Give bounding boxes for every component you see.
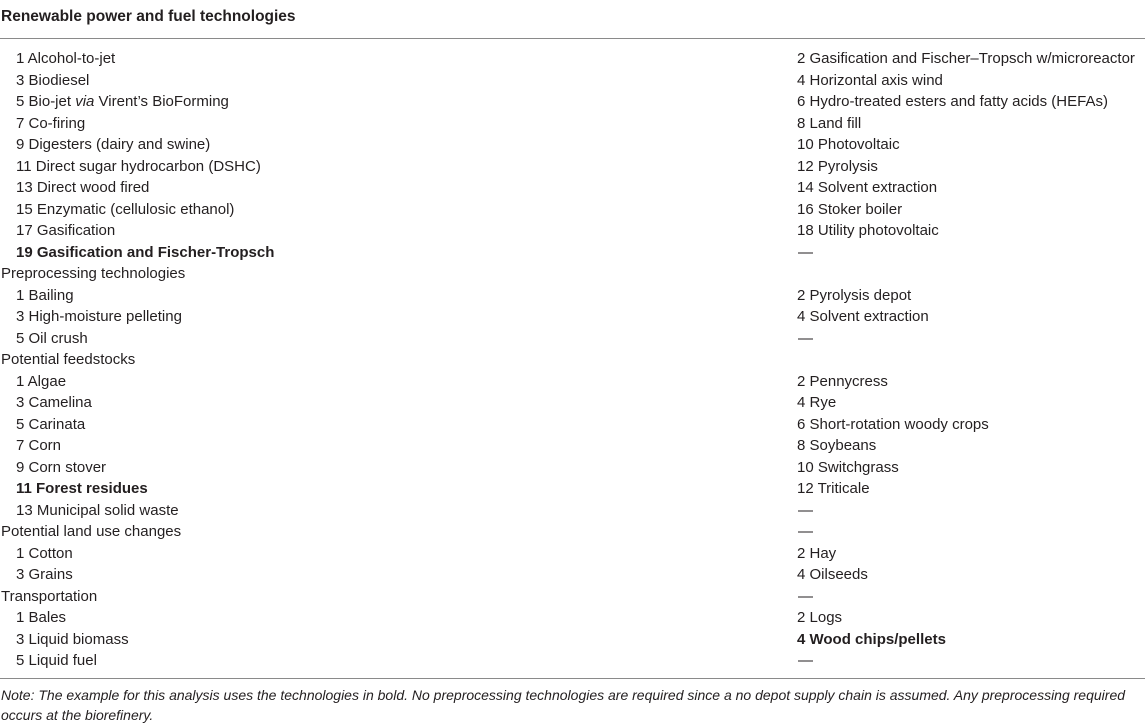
table-row xyxy=(0,414,1145,436)
table-row xyxy=(0,457,1145,479)
table-row xyxy=(0,543,1145,565)
table-row xyxy=(0,435,1145,457)
right-cell: 4 Rye xyxy=(797,394,837,411)
section-heading: Transportation xyxy=(1,587,98,605)
right-cell: 16 Stoker boiler xyxy=(797,200,903,218)
right-cell: 6 Short-rotation woody crops xyxy=(797,415,989,433)
empty-dash: — xyxy=(798,587,813,605)
left-cell: 11 Forest residues xyxy=(16,480,148,497)
table-row xyxy=(0,48,1145,70)
left-cell: 13 Direct wood fired xyxy=(16,179,150,196)
left-cell: 5 Carinata xyxy=(16,415,86,433)
left-cell: 1 Algae xyxy=(16,372,67,390)
left-cell xyxy=(16,91,229,113)
right-cell: 10 Switchgrass xyxy=(797,458,899,476)
table-row xyxy=(0,242,1145,264)
table-row xyxy=(0,349,1145,371)
right-cell: 6 Hydro-treated esters and fatty acids (HEFAs) xyxy=(797,93,1108,110)
right-cell: 2 Pennycress xyxy=(797,372,888,390)
table-row xyxy=(0,478,1145,500)
table-title: Renewable power and fuel technologies xyxy=(1,8,296,25)
left-cell: 3 High-moisture pelleting xyxy=(16,308,182,325)
table-row xyxy=(0,607,1145,629)
header-rule xyxy=(0,38,1145,39)
table-body xyxy=(0,48,1145,672)
section-heading: Potential land use changes xyxy=(1,523,182,540)
left-cell: 5 Oil crush xyxy=(16,329,88,347)
empty-dash: — xyxy=(798,523,813,540)
right-cell: 12 Pyrolysis xyxy=(797,157,878,175)
left-cell: 3 Camelina xyxy=(16,394,92,411)
right-cell: 4 Horizontal axis wind xyxy=(797,71,943,89)
empty-dash: — xyxy=(798,652,813,669)
left-cell: 13 Municipal solid waste xyxy=(16,501,179,519)
table-row xyxy=(0,629,1145,651)
table-row xyxy=(0,156,1145,178)
right-cell: 8 Land fill xyxy=(797,114,862,132)
right-cell: 10 Photovoltaic xyxy=(797,136,900,153)
table-row xyxy=(0,500,1145,522)
left-cell: 11 Direct sugar hydrocarbon (DSHC) xyxy=(16,157,261,175)
left-cell: 15 Enzymatic (cellulosic ethanol) xyxy=(16,200,235,218)
table-row xyxy=(0,650,1145,672)
empty-dash: — xyxy=(798,501,813,519)
table-row xyxy=(0,91,1145,113)
table-row xyxy=(0,220,1145,242)
right-cell: 2 Gasification and Fischer–Tropsch w/microreactor xyxy=(797,50,1135,67)
right-cell: 4 Solvent extraction xyxy=(797,308,929,325)
table-row xyxy=(0,371,1145,393)
left-cell: 3 Liquid biomass xyxy=(16,630,129,648)
left-cell: 3 Grains xyxy=(16,566,73,583)
left-cell: 9 Digesters (dairy and swine) xyxy=(16,136,211,153)
text-part: Virent’s BioForming xyxy=(94,93,229,110)
text-part: 5 Bio-jet xyxy=(16,93,76,110)
right-cell: 4 Wood chips/pellets xyxy=(797,630,946,648)
left-cell: 1 Bales xyxy=(16,609,67,626)
table-row xyxy=(0,392,1145,414)
left-cell: 1 Alcohol-to-jet xyxy=(16,50,116,67)
right-cell: 4 Oilseeds xyxy=(797,566,868,583)
empty-dash: — xyxy=(798,329,813,347)
left-cell: 7 Co-firing xyxy=(16,114,86,132)
left-cell: 19 Gasification and Fischer-Tropsch xyxy=(16,243,275,261)
empty-dash: — xyxy=(798,243,813,261)
right-cell: 12 Triticale xyxy=(797,480,870,497)
table-row xyxy=(0,306,1145,328)
left-cell: 3 Biodiesel xyxy=(16,71,90,89)
table-row xyxy=(0,113,1145,135)
right-cell: 2 Logs xyxy=(797,609,843,626)
left-cell: 5 Liquid fuel xyxy=(16,652,97,669)
section-heading: Potential feedstocks xyxy=(1,351,136,368)
left-cell: 1 Cotton xyxy=(16,544,73,562)
left-cell: 17 Gasification xyxy=(16,222,116,239)
table-note: Note: The example for this analysis uses the technologies in bold. No preprocessing technologies are required since a no depot supply chain is assumed. Any preprocessing required occurs at the biorefinery. xyxy=(1,687,1126,723)
right-cell: 2 Hay xyxy=(797,544,837,562)
table-row xyxy=(0,199,1145,221)
table-row xyxy=(0,177,1145,199)
right-cell: 2 Pyrolysis depot xyxy=(797,286,912,304)
section-heading: Preprocessing technologies xyxy=(1,265,186,282)
table-row xyxy=(0,263,1145,285)
footer-rule xyxy=(0,678,1145,679)
table-row xyxy=(0,285,1145,307)
table-row xyxy=(0,586,1145,608)
right-cell: 14 Solvent extraction xyxy=(797,179,938,196)
right-cell: 8 Soybeans xyxy=(797,437,877,454)
table-row xyxy=(0,564,1145,586)
table-row xyxy=(0,134,1145,156)
table-row xyxy=(0,521,1145,543)
right-cell: 18 Utility photovoltaic xyxy=(797,222,939,239)
table-row xyxy=(0,70,1145,92)
left-cell: 7 Corn xyxy=(16,437,62,454)
table-row xyxy=(0,328,1145,350)
left-cell: 1 Bailing xyxy=(16,286,74,304)
italic-word: via xyxy=(75,93,95,110)
left-cell: 9 Corn stover xyxy=(16,458,107,476)
